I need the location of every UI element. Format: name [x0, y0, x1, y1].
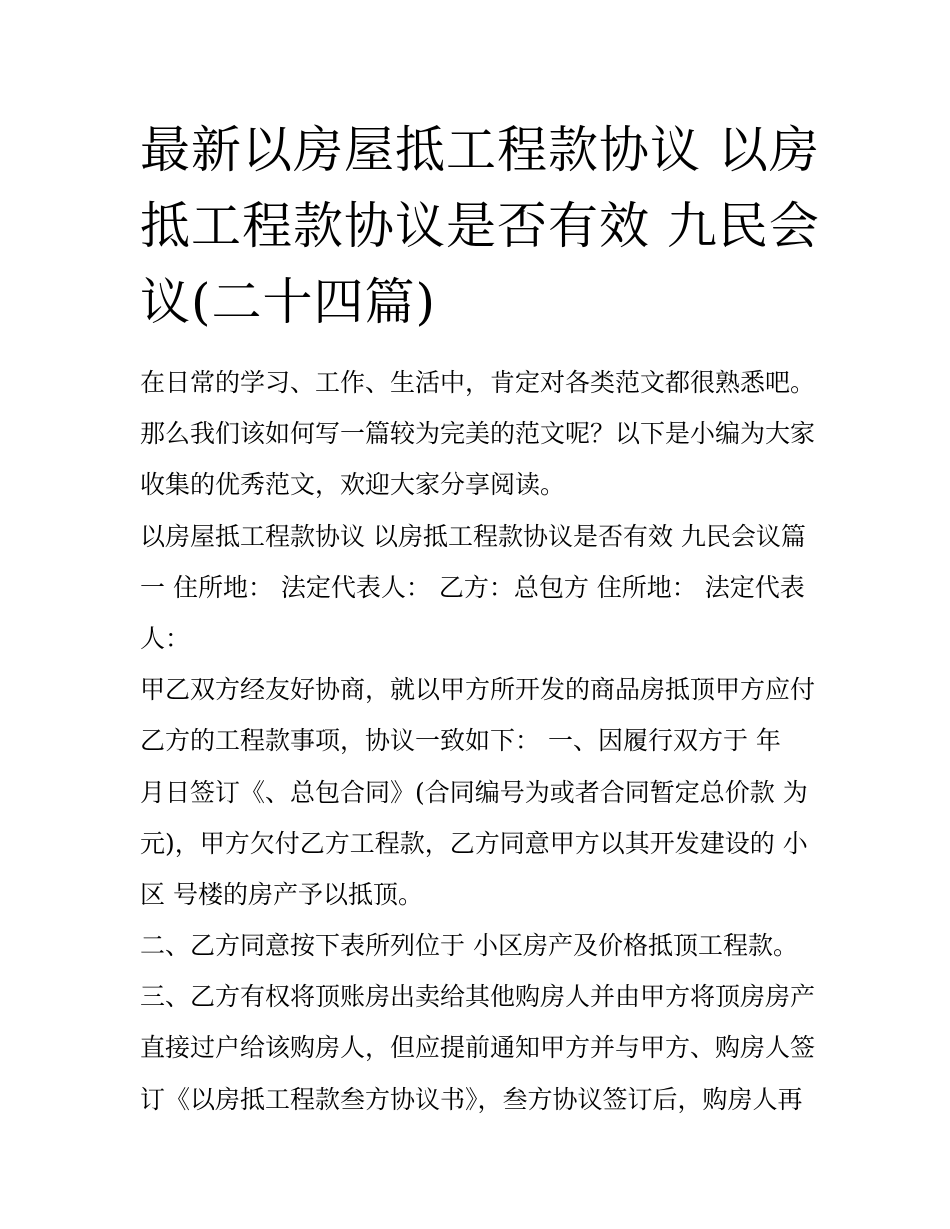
text-line: 元)，甲方欠付乙方工程款，乙方同意甲方以其开发建设的 小 — [140, 828, 808, 858]
text-line: 甲乙双方经友好协商，就以甲方所开发的商品房抵顶甲方应付 — [140, 675, 816, 705]
title-line: 最新以房屋抵工程款协议 以房 — [140, 121, 820, 179]
text-line: 一 住所地： 法定代表人： 乙方：总包方 住所地： 法定代表 — [140, 572, 805, 602]
document-body — [140, 357, 820, 1125]
text-line: 三、乙方有权将顶账房出卖给其他购房人并由甲方将顶房房产 — [140, 982, 816, 1012]
text-line: 在日常的学习、工作、生活中，肯定对各类范文都很熟悉吧。 — [140, 368, 816, 397]
text-line: 人： — [140, 623, 191, 653]
text-line: 收集的优秀范文，欢迎大家分享阅读。 — [140, 470, 566, 500]
title-line: 议(二十四篇) — [140, 273, 437, 331]
text-line: 直接过户给该购房人，但应提前通知甲方并与甲方、购房人签 — [140, 1033, 816, 1063]
text-line: 以房屋抵工程款协议 以房抵工程款协议是否有效 九民会议篇 — [140, 521, 806, 551]
text-line: 那么我们该如何写一篇较为完美的范文呢？以下是小编为大家 — [140, 419, 816, 449]
text-line: 订《以房抵工程款叁方协议书》，叁方协议签订后，购房人再 — [140, 1084, 803, 1114]
text-line: 乙方的工程款事项，协议一致如下： 一、因履行双方于 年 — [140, 726, 781, 756]
text-line: 二、乙方同意按下表所列位于 小区房产及价格抵顶工程款。 — [140, 931, 798, 961]
text-line: 区 号楼的房产予以抵顶。 — [140, 879, 423, 909]
text-line: 月日签订《、总包合同》(合同编号为或者合同暂定总价款 为 — [140, 777, 808, 807]
document-title — [140, 112, 820, 340]
title-line: 抵工程款协议是否有效 九民会 — [140, 197, 820, 255]
